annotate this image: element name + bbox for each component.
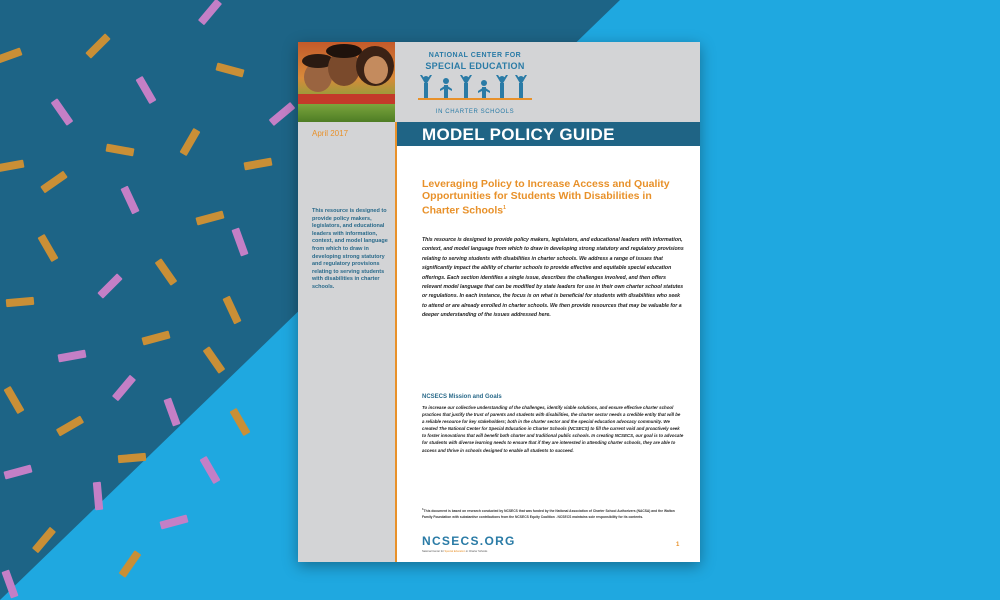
logo-line-2: SPECIAL EDUCATION	[425, 61, 525, 71]
policy-guide-document	[298, 42, 700, 562]
mission-paragraph: To increase our collective understanding of the challenges, identify viable solutions, and ensure effective charter school practices that justify the trust of parents and students with disabilities, the charter sector needs a credible entity that will be a reliable resource for key stakeholders; both in the charter sector and the special education advocacy community. We created The National Center for Special Education in Charter Schools (NCSECS) to fill the current void and proactively seek to foster innovations that will benefit both charter and traditional public schools. In creating NCSECS, our goal is to advocate for students with diverse learning needs to ensure that if they are interested in attending charter schools, they are able to access and thrive in schools designed to enable all students to succeed.	[422, 405, 684, 453]
footnote-text: This document is based on research conducted by NCSECS that was funded by the National Association of Charter School Authorizers (NACSA) and the Walton Family Foundation with substantive contributions from the NCSECS Equity Coalition . NCSECS maintains sole responsibility for its contents.	[422, 509, 675, 519]
orange-divider	[395, 122, 397, 562]
mission-heading: NCSECS Mission and Goals	[422, 394, 502, 400]
heading-footnote-mark: 1	[503, 205, 506, 211]
guide-title: MODEL POLICY GUIDE	[422, 125, 615, 144]
tagline-part-1: National Center for	[422, 550, 445, 553]
logo-line-1: NATIONAL CENTER FOR	[428, 52, 522, 59]
publication-date: April 2017	[298, 122, 395, 146]
title-band	[298, 122, 700, 146]
website-link[interactable]: NCSECS.ORG	[422, 534, 516, 548]
children-photo	[298, 42, 395, 122]
footnote	[422, 507, 676, 520]
document-heading	[422, 178, 672, 217]
footnote-mark: 1	[422, 507, 424, 511]
intro-paragraph: This resource is designed to provide policy makers, legislators, and educational leaders with information, context, and model language from which to draw in developing strong statutory and regulatory provisions relating to serving students with disabilities in charter schools. We address a range of issues that significantly impact the ability of charter schools to provide effective and equitable special education offerings. Each section identifies a single issue, describes the challenges involved, and then offers relevant model language that can be modified by state leaders for use in their own charter school statutes or regulations. In each instance, the focus is on what is beneficial for students with disabilities who seek to attend or are already enrolled in charter schools. We then provide resources that may be valuable for a deeper understanding of the issues addressed here.	[422, 237, 684, 319]
tagline-part-3: in Charter Schools	[465, 550, 488, 553]
document-heading-text: Leveraging Policy to Increase Access and Quality Opportunities for Students With Disabilities in Charter Schools	[422, 178, 670, 217]
sidebar-summary: This resource is designed to provide policy makers, legislators, and educational leaders with information, context, and model language from which to draw in developing strong statutory and regulatory provisions relating to serving students with disabilities in charter schools.	[312, 208, 388, 290]
logo-figures-icon	[418, 73, 532, 107]
document-sidebar	[298, 146, 395, 562]
website-tagline	[422, 550, 487, 553]
document-header	[298, 42, 700, 122]
ncsecs-logo	[410, 52, 540, 118]
logo-line-3: IN CHARTER SCHOOLS	[435, 109, 515, 115]
tagline-part-2: Special Education	[444, 550, 466, 553]
page-number: 1	[676, 542, 680, 548]
